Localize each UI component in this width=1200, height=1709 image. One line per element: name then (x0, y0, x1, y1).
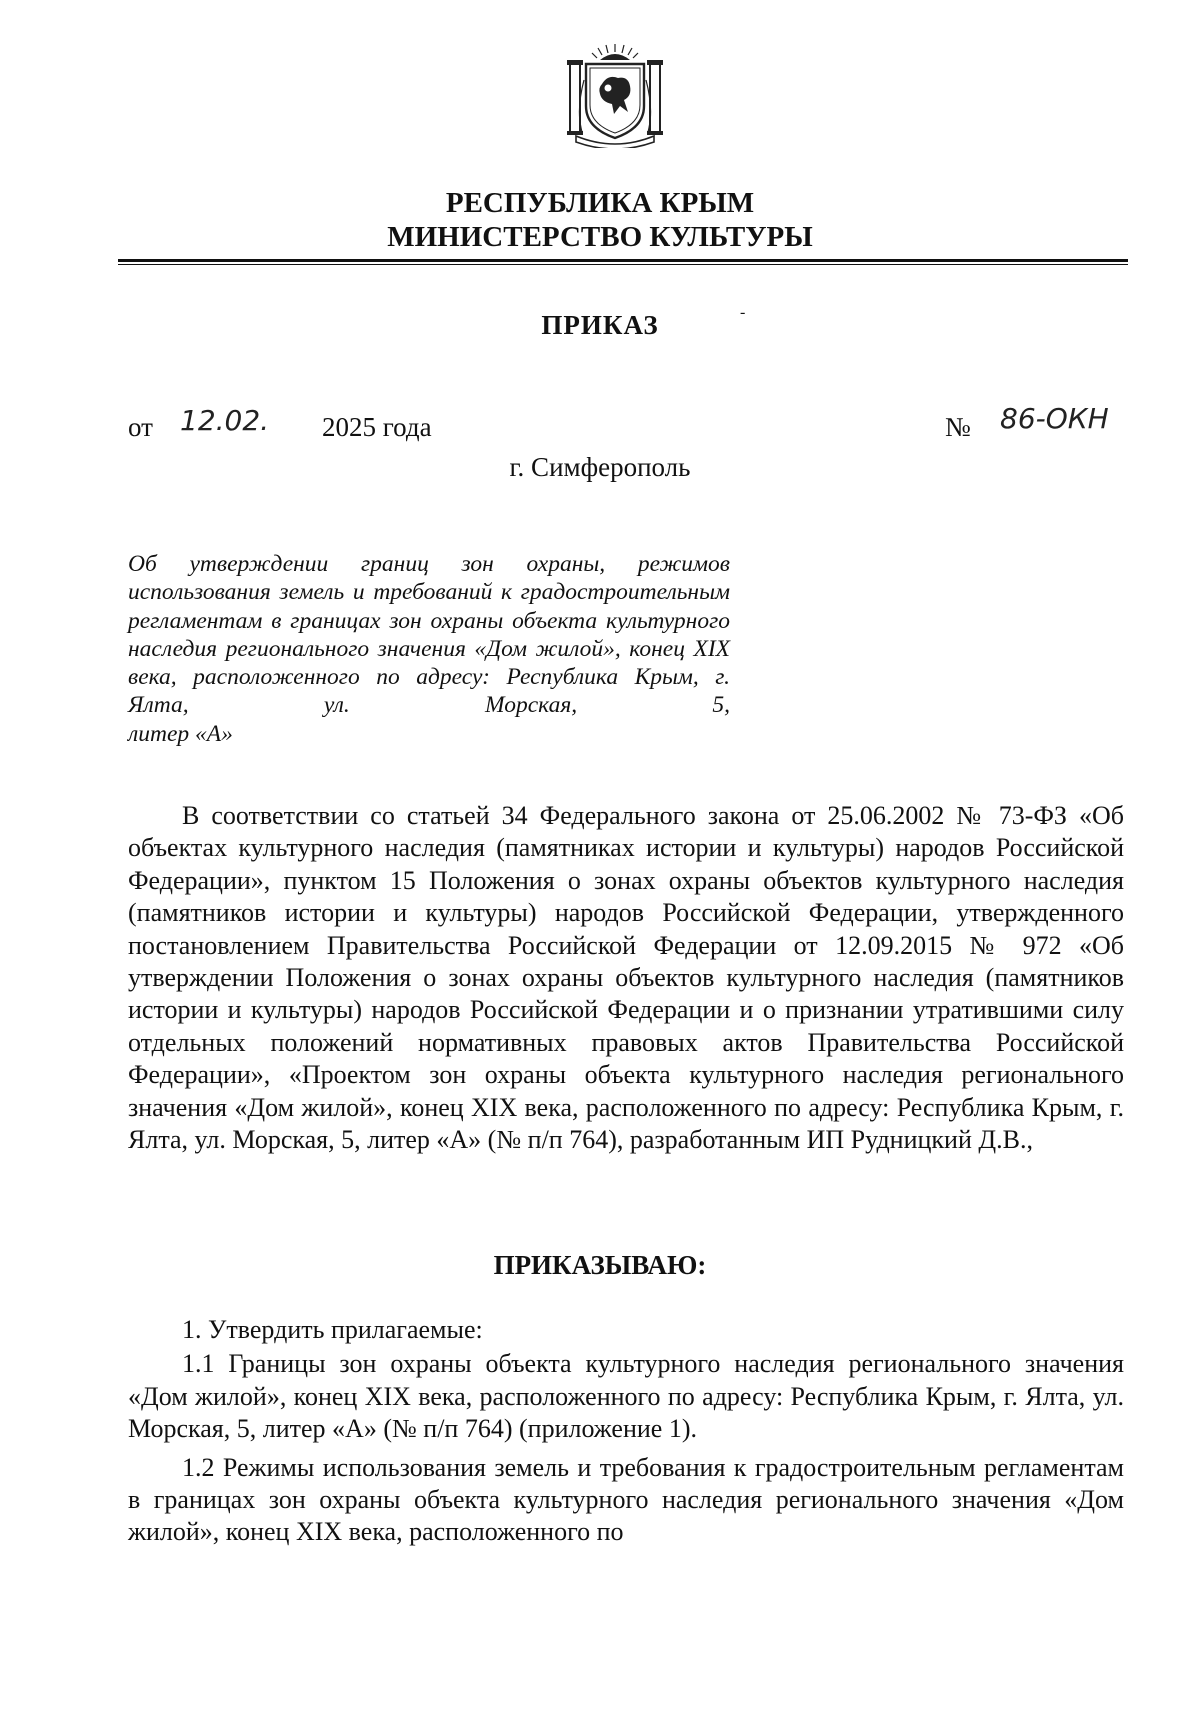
date-year: 2025 года (322, 412, 432, 442)
order-title: ПРИКАЗ (541, 310, 659, 340)
preamble-block (128, 800, 1124, 1156)
preamble-paragraph: В соответствии со статьей 34 Федерального закона от 25.06.2002 № 73-ФЗ «Об объектах культурного наследия (памятниках истории и культуры) народов Российской Федерации», пунктом 15 Положения о зонах охраны объектов культурного наследия (памятников истории и культуры) народов Российской Федерации, утвержденного постановлением Правительства Российской Федерации от 12.09.2015 № 972 «Об утверждении Положения о зонах охраны объектов культурного наследия (памятников истории и культуры) народов Российской Федерации и о признании утратившими силу отдельных положений нормативных правовых актов Правительства Российской Федерации», «Проектом зон охраны объекта культурного наследия регионального значения «Дом жилой», конец XIX века, расположенного по адресу: Республика Крым, г. Ялта, ул. Морская, 5, литер «А» (№ п/п 764), разработанным ИП Рудницкий Д.В., (128, 801, 1124, 1155)
order-subject (128, 550, 730, 748)
handwritten-date: 12.02. (180, 404, 270, 437)
header-divider-thin (118, 264, 1128, 265)
coat-of-arms-emblem (562, 40, 668, 148)
item-1-1: 1.1 Границы зон охраны объекта культурного наследия регионального значения «Дом жилой», конец XIX века, расположенного по адресу: Республика Крым, г. Ялта, ул. Морская, 5, литер «А» (№ п/п 764) (приложение 1). (128, 1349, 1124, 1444)
date-from-label: от (128, 412, 153, 442)
item-1: 1. Утвердить прилагаемые: (182, 1315, 483, 1344)
header-ministry: МИНИСТЕРСТВО КУЛЬТУРЫ (387, 221, 813, 253)
subject-text: Об утверждении границ зон охраны, режимов использования земель и требований к градостроительным регламентам в границах зон охраны объекта культурного наследия регионального значения «Дом жилой», конец XIX века, расположенного по адресу: Республика Крым, г. Ялта, ул. Морская, 5, (128, 551, 730, 719)
number-label: № (945, 412, 971, 442)
orders-heading: ПРИКАЗЫВАЮ: (493, 1250, 707, 1280)
subject-text-last: литер «А» (128, 720, 233, 747)
items-block (128, 1314, 1124, 1549)
header-divider-thick (118, 259, 1128, 262)
city: г. Симферополь (509, 452, 691, 482)
handwritten-number: 86-ОКН (1000, 402, 1109, 435)
header-republic: РЕСПУБЛИКА КРЫМ (445, 187, 755, 219)
tick-mark: - (740, 304, 746, 321)
item-1-2: 1.2 Режимы использования земель и требования к градостроительным регламентам в границах зон охраны объекта культурного наследия регионального значения «Дом жилой», конец XIX века, расположенного по (128, 1452, 1124, 1547)
